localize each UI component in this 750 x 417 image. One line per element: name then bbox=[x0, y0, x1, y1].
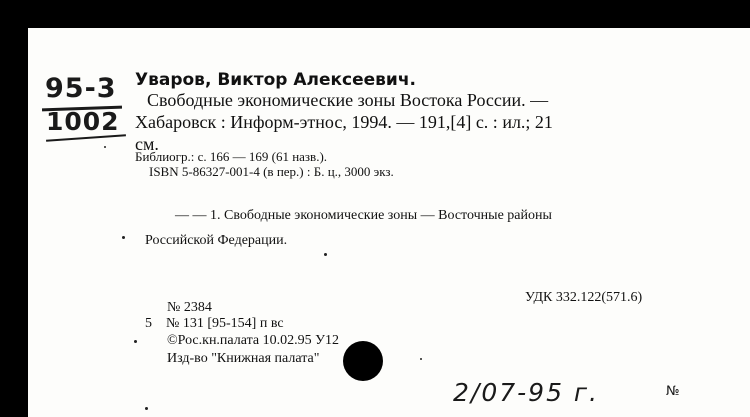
book-chamber-stamp: ©Рос.кн.палата 10.02.95 У12 bbox=[167, 333, 340, 348]
handwritten-date: 2/07-95 г. bbox=[453, 378, 600, 407]
registry-prefix: 5 bbox=[145, 316, 152, 331]
registry-line: № 131 [95-154] п вс bbox=[166, 316, 284, 331]
title-line-3: см. bbox=[135, 134, 159, 154]
title-line-2: Хабаровск : Информ-этнос, 1994. — 191,[4] с. : ил.; 21 bbox=[135, 112, 553, 132]
call-number-bottom: 1002 bbox=[46, 107, 120, 136]
registry-number: № 2384 bbox=[167, 300, 212, 315]
subject-line-1: — — 1. Свободные экономические зоны — Восточные районы bbox=[175, 208, 552, 223]
publisher-line: Изд-во "Книжная палата" bbox=[167, 351, 320, 366]
call-number-top: 95-3 bbox=[45, 73, 117, 104]
bibliography-note: Библиогр.: с. 166 — 169 (61 назв.). bbox=[135, 149, 328, 164]
scan-speck bbox=[122, 236, 125, 239]
udc-code: УДК 332.122(571.6) bbox=[525, 290, 643, 305]
author-heading: Уваров, Виктор Алексеевич. bbox=[135, 70, 416, 90]
catalog-card bbox=[28, 28, 750, 417]
subject-line-2: Российской Федерации. bbox=[145, 233, 288, 248]
scan-speck bbox=[134, 340, 137, 343]
title-line-1: Свободные экономические зоны Востока России. — bbox=[147, 90, 549, 110]
hole-punch bbox=[343, 341, 383, 381]
scan-speck bbox=[145, 407, 148, 410]
scan-speck bbox=[104, 146, 106, 148]
isbn-line: ISBN 5-86327-001-4 (в пер.) : Б. ц., 3000 экз. bbox=[149, 164, 394, 179]
scan-speck bbox=[420, 358, 422, 360]
corner-mark: № bbox=[666, 384, 680, 399]
scan-speck bbox=[324, 253, 327, 256]
